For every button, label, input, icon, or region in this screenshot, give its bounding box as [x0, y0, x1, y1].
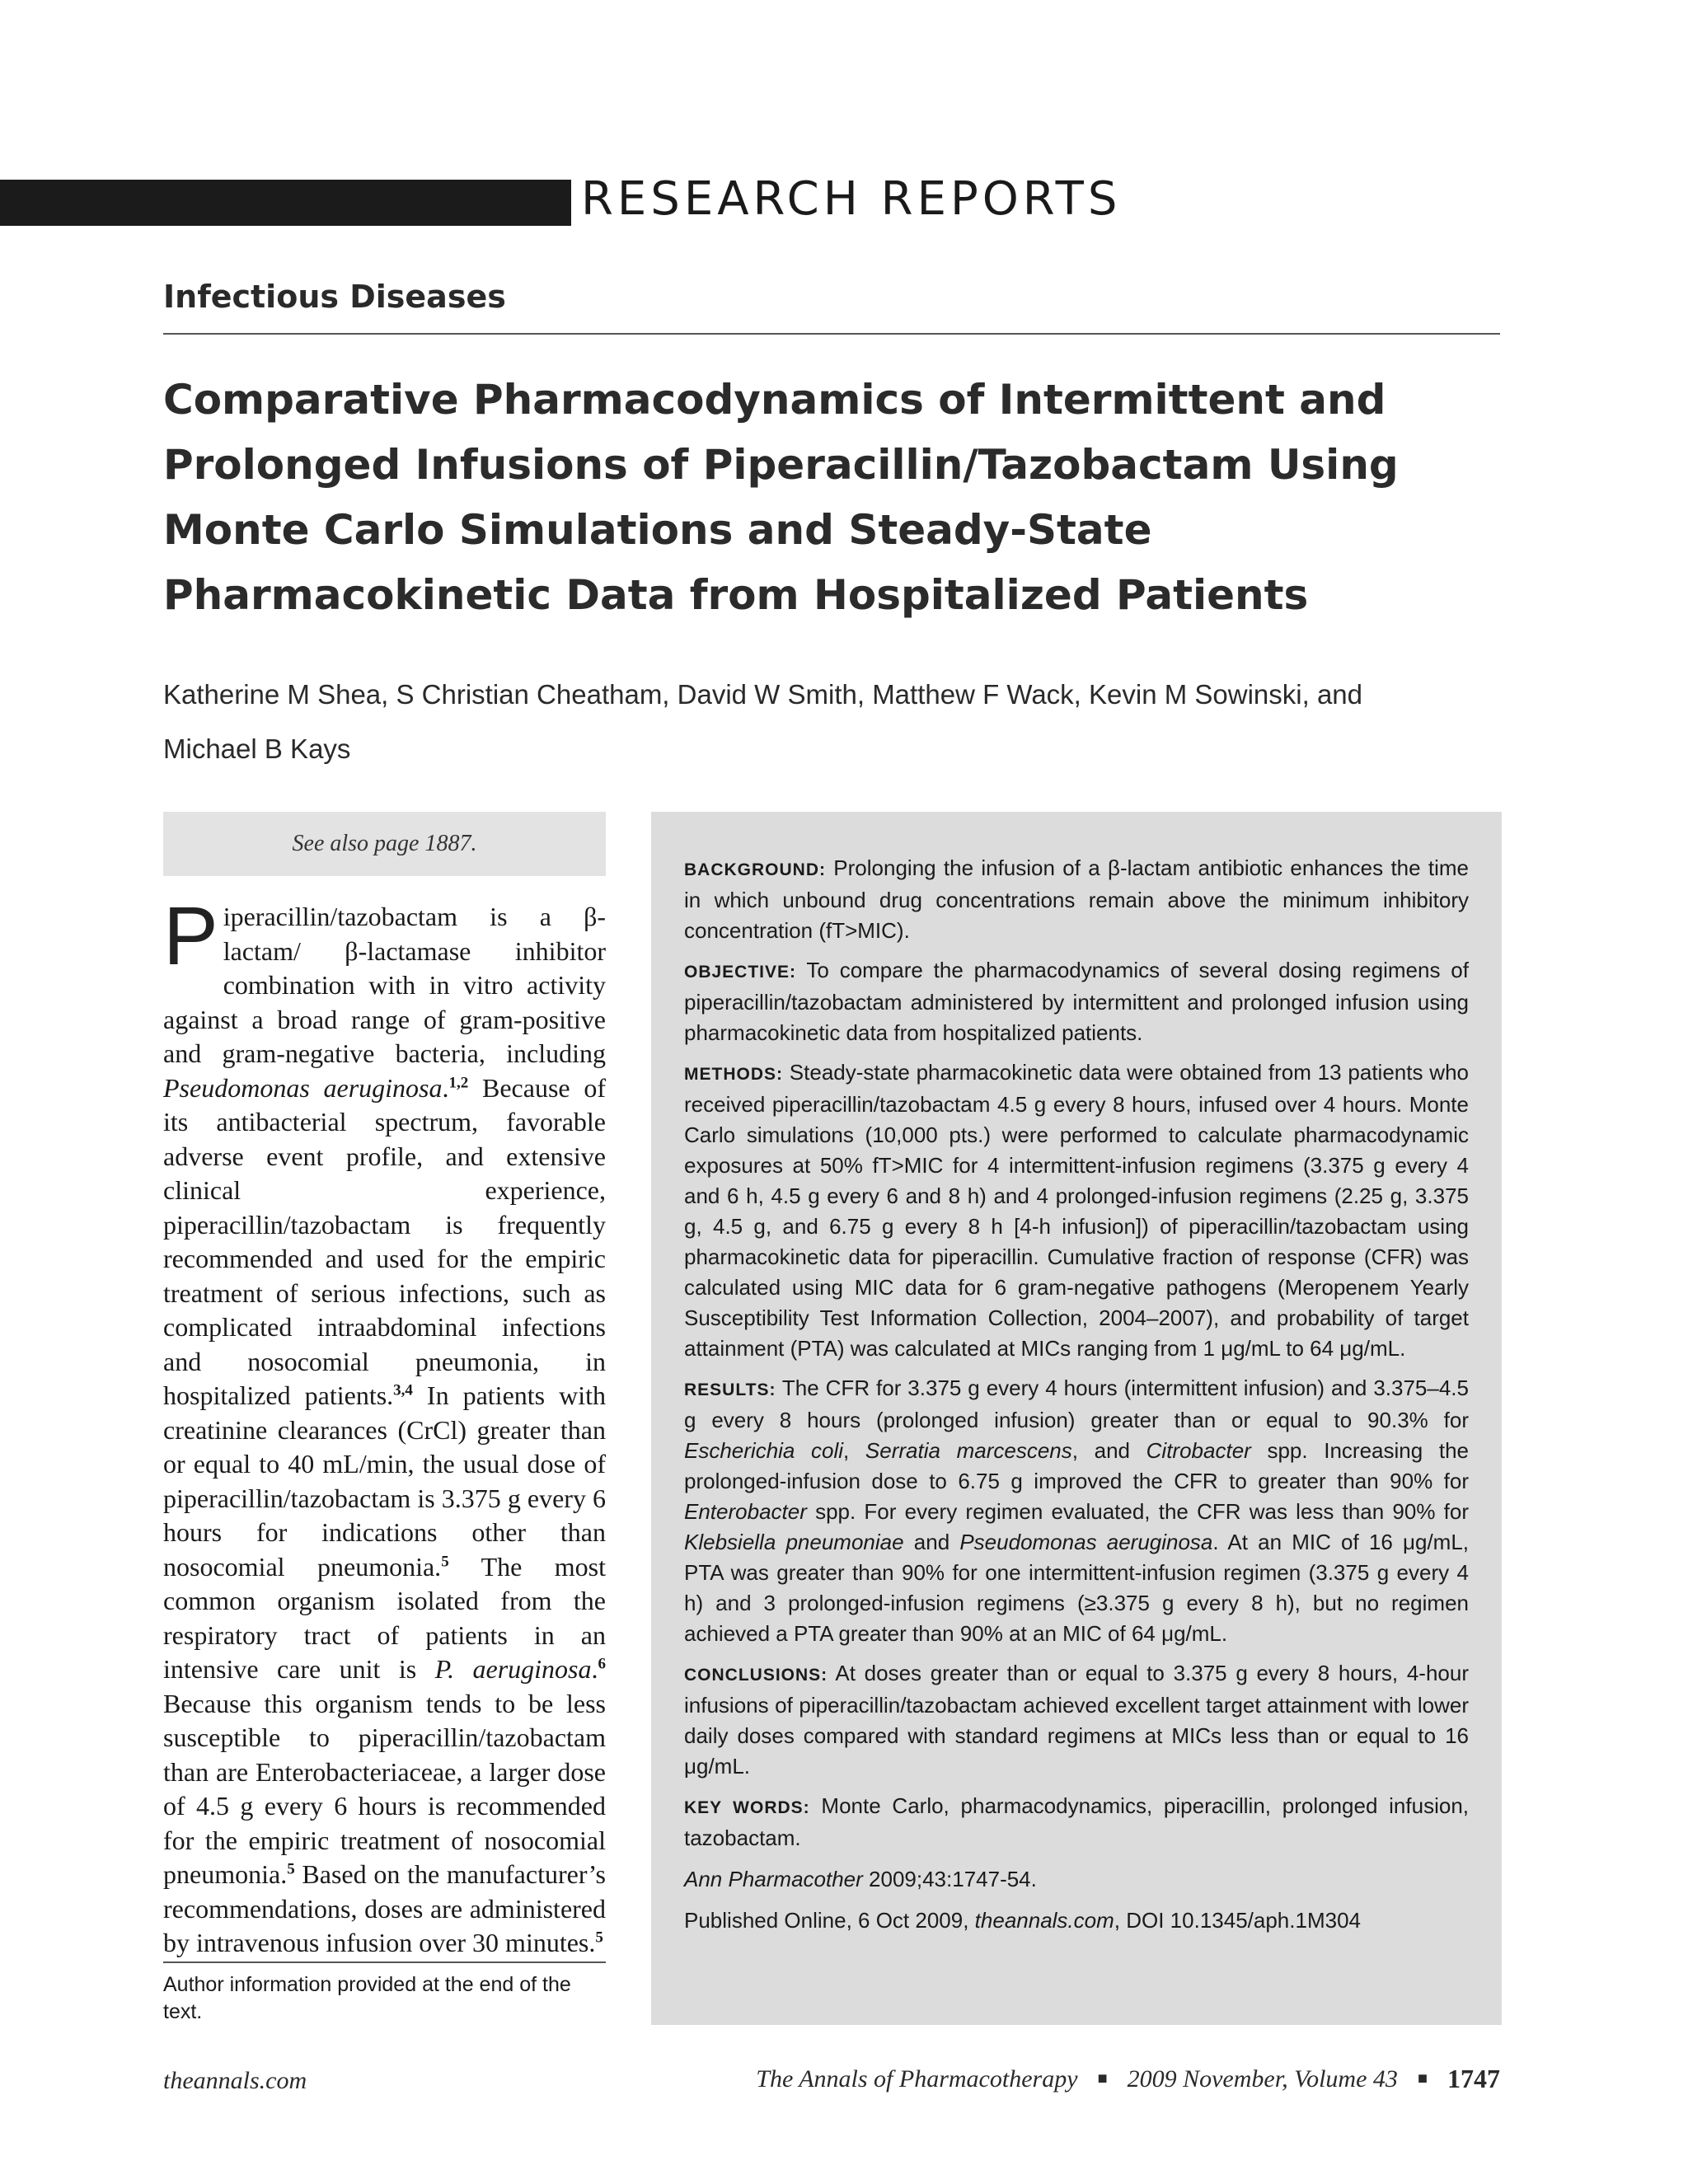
abstract-conclusions — [684, 1658, 1469, 1782]
doi-text: , DOI 10.1345/aph.1M304 — [1114, 1908, 1361, 1933]
reference-mark: 5 — [595, 1929, 603, 1947]
citation — [684, 1863, 1469, 1896]
body-segment: iperacillin/tazobactam is a β-lactam/ β-lactamase inhibitor combination with in vitro activity against a broad range of gram-positive and gram-negative bacteria, including — [163, 902, 606, 1068]
footer-issue: 2009 November, Volume 43 — [1127, 2064, 1398, 2093]
abstract-label: KEY WORDS: — [684, 1798, 810, 1817]
abstract-label: RESULTS: — [684, 1380, 776, 1399]
abstract-label: OBJECTIVE: — [684, 963, 797, 982]
abstract-text: . At an MIC of 16 μg/mL, PTA was greater than 90% for one intermittent-infusion regimen (3.375 g every 4 h) and 3 prolonged-infusion regimens (≥3.375 g every 8 h), but no regimen achieved a PTA greater than 90% at an MIC of 64 μg/mL. — [684, 1530, 1470, 1646]
author-line-1: Katherine M Shea, S Christian Cheatham, David W Smith, Matthew F Wack, Kevin M Sowinski, and — [163, 679, 1362, 710]
author-info-note: Author information provided at the end of the text. — [163, 1973, 571, 2023]
abstract-text: , and — [1071, 1438, 1146, 1463]
abstract-text: At doses greater than or equal to 3.375 g every 8 hours, 4-hour infusions of piperacillin/tazobactam achieved excellent target attainment with lower daily doses compared with standard regimens at MICs less than or equal to 16 μg/mL. — [684, 1661, 1469, 1779]
body-text: Piperacillin/tazobactam is a β-lactam/ β-lactamase inhibitor combination with in vitro activity against a broad range of gram-positive and gram-negative bacteria, including Pseudomonas aeruginosa.$^{1,2}$ Because of its antibacterial spectrum, favorable adverse event profile, and extensive clinical experience, piperacillin/tazobactam is frequently recommended and used for the empiric treatment of serious infections, such as complicated intraabdominal infections and nosocomial pneumonia, in hospitalized patients.$^{3,4}$ In patients with creatinine clearances (CrCl) greater than or equal to 40 mL/min, the usual dose of piperacillin/tazobactam is 3.375 g every 6 hours for indications other than nosocomial pneumonia.$^5$ The most common organism isolated from the respiratory tract of patients in an intensive care unit is P. aeruginosa.$^6$ Because this organism tends to be less susceptible to piperacillin/tazobactam than are Enterobacteriaceae, a larger dose of 4.5 g every 6 hours is recommended for the empiric treatment of nosocomial pneumonia.$^5$ Based on the manufacturer’s recommendations, doses are administered by intravenous infusion over 30 minutes.$^5$ — [163, 890, 607, 1957]
abstract-label: BACKGROUND: — [684, 860, 826, 879]
section-label: Infectious Diseases — [163, 279, 506, 315]
abstract-text: Prolonging the infusion of a β-lactam antibiotic enhances the time in which unbound drug concentrations remain above the minimum inhibitory concentration (fT>MIC). — [684, 855, 1469, 943]
abstract-text: spp. Increasing the prolonged-infusion dose to 6.75 g improved the CFR to greater than 90% for — [684, 1438, 1469, 1493]
abstract-methods — [684, 1057, 1469, 1364]
published-site-link[interactable]: theannals.com — [974, 1908, 1114, 1933]
footer-journal: The Annals of Pharmacotherapy — [756, 2064, 1078, 2093]
organism-name: Klebsiella pneumoniae — [684, 1530, 904, 1554]
organism-name: Serratia marcescens — [865, 1438, 1072, 1463]
abstract-background — [684, 853, 1469, 946]
abstract-label: METHODS: — [684, 1065, 783, 1084]
author-line-2: Michael B Kays — [163, 733, 351, 764]
abstract-text: spp. For every regimen evaluated, the CFR was less than 90% for — [806, 1499, 1469, 1524]
abstract-label: CONCLUSIONS: — [684, 1666, 828, 1685]
organism-name: P. aeruginosa — [434, 1654, 592, 1684]
reference-mark: 3,4 — [393, 1381, 413, 1399]
see-also-text: See also page 1887. — [292, 831, 477, 856]
article-title: Comparative Pharmacodynamics of Intermittent and Prolonged Infusions of Piperacillin/Tazobactam Using Monte Carlo Simulations and Steady-State Pharmacokinetic Data from Hospitalized Patients — [163, 376, 1399, 619]
footer-journal-info — [756, 2064, 1500, 2094]
body-segment: Because this organism tends to be less susceptible to piperacillin/tazobactam than are Enterobacteriaceae, a larger dose of 4.5 g every 6 hours is recommended for the empiric treatment of nosocomial pneumonia. — [163, 1688, 606, 1889]
abstract-objective — [684, 955, 1469, 1048]
abstract-keywords — [684, 1791, 1469, 1854]
author-list — [163, 668, 1515, 776]
section-rule — [163, 333, 1500, 335]
organism-name: Enterobacter — [684, 1499, 807, 1524]
reference-mark: 5 — [287, 1860, 295, 1878]
abstract-text: and — [903, 1530, 960, 1554]
abstract-text: To compare the pharmacodynamics of several dosing regimens of piperacillin/tazobactam administered by intermittent and prolonged infusion using pharmacokinetic data from hospitalized patients. — [684, 958, 1469, 1045]
drop-cap: P — [163, 890, 218, 982]
abstract-text: Steady-state pharmacokinetic data were obtained from 13 patients who received piperacillin/tazobactam 4.5 g every 8 hours, infused over 4 hours. Monte Carlo simulations (10,000 pts.) were performed to calculate pharmacodynamic exposures at 50% fT>MIC for 4 intermittent-infusion regimens (3.375 g every 4 and 6 h, 4.5 g every 6 and 8 h) and 4 prolonged-infusion regimens (2.25 g, 3.375 g, 4.5 g, and 6.75 g every 8 h [4-h infusion]) of piperacillin/tazobactam using pharmacokinetic data for piperacillin. Cumulative fraction of response (CFR) was calculated using MIC data for 6 gram-negative pathogens (Meropenem Yearly Susceptibility Test Information Collection, 2004–2007), and probability of target attainment (PTA) was calculated at MICs ranging from 1 μg/mL to 64 μg/mL. — [684, 1060, 1469, 1361]
citation-ref: 2009;43:1747-54. — [862, 1867, 1037, 1891]
body-segment: Based on the manufacturer’s recommendations, doses are administered by intravenous infusion over 30 minutes. — [163, 1859, 606, 1957]
reference-mark: 1,2 — [448, 1073, 469, 1091]
abstract-results — [684, 1373, 1469, 1649]
page-number: 1747 — [1447, 2064, 1500, 2093]
abstract-text: The CFR for 3.375 g every 4 hours (intermittent infusion) and 3.375–4.5 g every 8 hours (prolonged infusion) greater than or equal to 90.3% for — [684, 1376, 1469, 1432]
body-segment: The most common organism isolated from the respiratory tract of patients in an intensive care unit is — [163, 1551, 607, 1684]
organism-name: Pseudomonas aeruginosa — [163, 1072, 443, 1103]
organism-name: Citrobacter — [1146, 1438, 1251, 1463]
body-segment: In patients with creatinine clearances (CrCl) greater than or equal to 40 mL/min, the usual dose of piperacillin/tazobactam is 3.375 g every 6 hours for indications other than nosocomial pneumonia. — [163, 1380, 607, 1582]
reference-mark: 5 — [441, 1552, 449, 1570]
banner-title: RESEARCH REPORTS — [581, 172, 1122, 226]
footer-bullet-icon: ■ — [1097, 2069, 1108, 2088]
body-segment: Because of its antibacterial spectrum, favorable adverse event profile, and extensive clinical experience, piperacillin/tazobactam is frequently recommended and used for the empiric treatment of serious infections, such as complicated intraabdominal infections and nosocomial pneumonia, in hospitalized patients. — [163, 1072, 607, 1410]
published-online — [684, 1904, 1469, 1937]
reference-mark: 6 — [598, 1655, 607, 1673]
abstract-text: , — [843, 1438, 865, 1463]
footer-bullet-icon: ■ — [1417, 2069, 1428, 2088]
organism-name: Escherichia coli — [684, 1438, 844, 1463]
organism-name: Pseudomonas aeruginosa — [959, 1530, 1213, 1554]
footnote-rule — [163, 1961, 606, 1963]
abstract-text: Monte Carlo, pharmacodynamics, piperacillin, prolonged infusion, tazobactam. — [684, 1793, 1470, 1850]
published-text: Published Online, 6 Oct 2009, — [684, 1908, 975, 1933]
banner-bar — [0, 180, 571, 226]
citation-journal: Ann Pharmacother — [684, 1867, 863, 1891]
see-also-box — [163, 812, 606, 876]
abstract-box — [651, 812, 1502, 2025]
footer-site-link[interactable]: theannals.com — [163, 2067, 307, 2094]
